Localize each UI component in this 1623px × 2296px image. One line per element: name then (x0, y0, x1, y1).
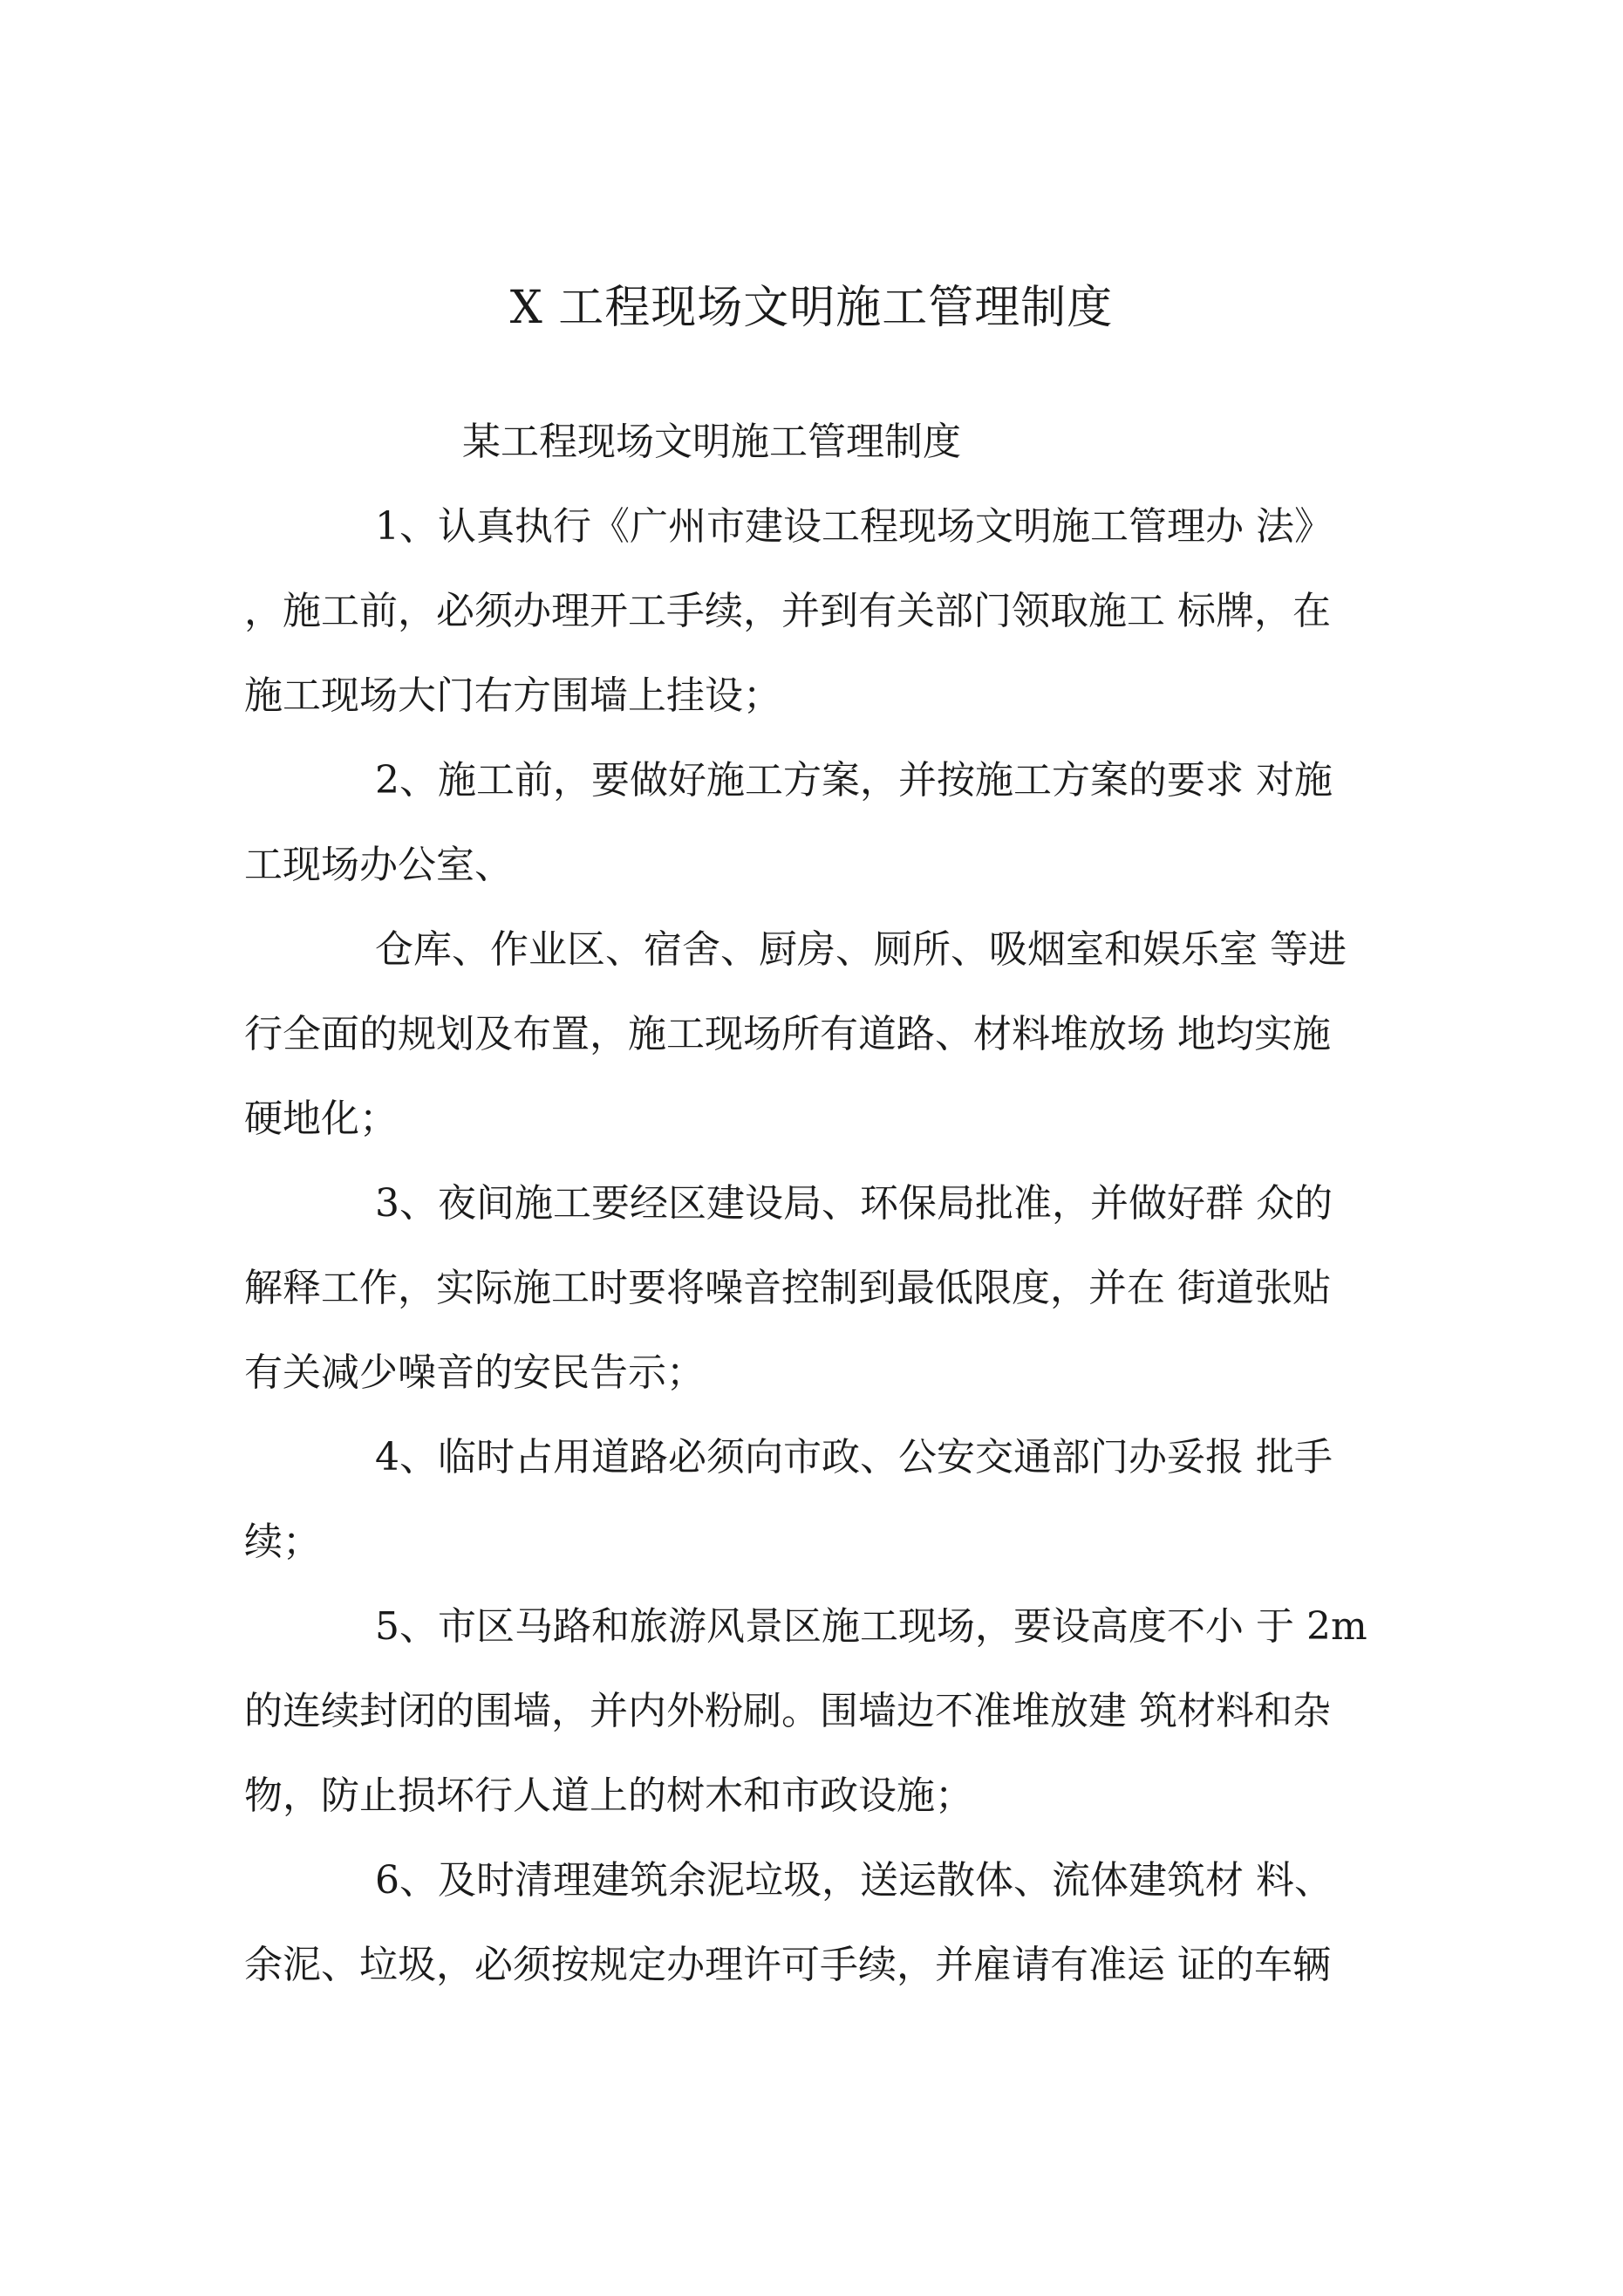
paragraph-line: 续； (244, 1520, 321, 1564)
paragraph-line: 工现场办公室、 (244, 843, 513, 887)
paragraph-line: 硬地化； (244, 1097, 398, 1141)
paragraph-line: 余泥、垃圾，必须按规定办理许可手续，并雇请有准运 证的车辆 (244, 1943, 1331, 1987)
paragraph-line: 2、施工前，要做好施工方案，并按施工方案的要求 对施 (375, 758, 1333, 803)
paragraph-line: ，施工前，必须办理开工手续，并到有关部门领取施工 标牌，在 (244, 589, 1331, 633)
document-title: X 工程现场文明施工管理制度 (509, 282, 1114, 334)
paragraph-line: 3、夜间施工要经区建设局、环保局批准，并做好群 众的 (375, 1181, 1333, 1226)
paragraph-line: 有关减少噪音的安民告示； (244, 1350, 705, 1395)
paragraph-line: 仓库、作业区、宿舍、厨房、厕所、吸烟室和娱乐室 等进 (375, 927, 1347, 972)
paragraph-line: 5、市区马路和旅游风景区施工现场，要设高度不小 于 2m (375, 1604, 1367, 1649)
paragraph-line: 施工现场大门右方围墙上挂设； (244, 673, 781, 718)
paragraph-line: 行全面的规划及布置，施工现场所有道路、材料堆放场 地均实施 (244, 1012, 1331, 1056)
document-body (244, 400, 1430, 2007)
document-subtitle: 某工程现场文明施工管理制度 (462, 420, 961, 464)
paragraph-line: 6、及时清理建筑余泥垃圾，送运散体、流体建筑材 料、 (375, 1858, 1333, 1903)
paragraph-line: 解释工作，实际施工时要将噪音控制到最低限度，并在 街道张贴 (244, 1266, 1331, 1310)
paragraph-line: 4、临时占用道路必须向市政、公安交通部门办妥报 批手 (375, 1435, 1333, 1479)
paragraph-line: 1、认真执行《广州市建设工程现场文明施工管理办 法》 (375, 504, 1333, 549)
paragraph-line: 物，防止损坏行人道上的树木和市政设施； (244, 1773, 973, 1818)
paragraph-line: 的连续封闭的围墙，并内外粉刷。围墙边不准堆放建 筑材料和杂 (244, 1689, 1331, 1733)
